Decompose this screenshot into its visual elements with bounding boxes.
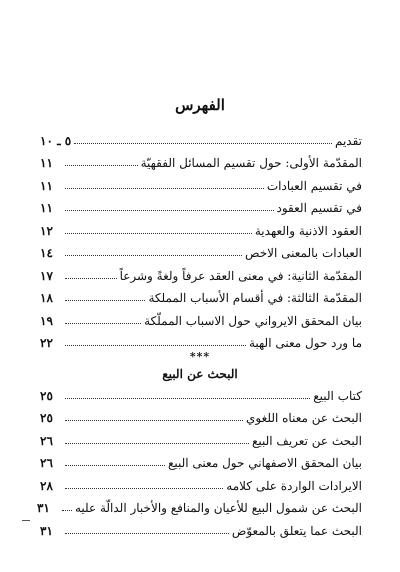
dot-leader (65, 398, 310, 399)
toc-entry-label: البحث عن معناه اللغوي (245, 411, 362, 425)
dot-leader (65, 188, 264, 189)
toc-entry-label: البحث عن شمول البيع للأعيان والمنافع والأخبار الدالّة عليه (74, 501, 362, 515)
toc-entry-page: ٢٦ (40, 433, 53, 448)
dot-leader (65, 533, 229, 534)
toc-entry-page: ٣١ (36, 501, 50, 515)
toc-entry (40, 515, 362, 538)
dot-leader (65, 233, 252, 234)
dot-leader (65, 300, 145, 301)
toc-entry (40, 470, 362, 493)
toc-entry-page: ٢٥ (40, 388, 53, 403)
toc-entry-page: ٢٦ (40, 456, 53, 470)
toc-entry (40, 403, 362, 426)
toc-entry-label: العقود الاذنية والعهدية (254, 223, 362, 238)
toc-entry-page: ٢٢ (40, 336, 53, 350)
dot-leader (65, 465, 165, 466)
dot-leader (65, 488, 223, 489)
toc-entry-label: بيان المحقق الايرواني حول الاسباب المملّكة (144, 313, 362, 328)
toc-entry (40, 125, 362, 148)
toc-entry-page: ١٤ (40, 246, 53, 260)
toc-entry-label: ما ورد حول معنى الهبة (248, 336, 362, 350)
toc-entry-label: بيان المحقق الاصفهاني حول معنى البيع (167, 456, 362, 470)
toc-entry (40, 215, 362, 238)
toc-entry-label: البحث عن تعريف البيع (251, 433, 362, 448)
toc-entry-page: ٣١ (40, 523, 53, 538)
toc-entry-label: تقديم (334, 133, 362, 148)
toc-entry (36, 493, 362, 516)
toc-entry-label: الايرادات الواردة على كلامه (226, 478, 362, 493)
toc-entry (40, 148, 362, 171)
dot-leader (65, 278, 117, 279)
section-heading: البحث عن البيع (162, 367, 238, 381)
toc-list-sale (36, 380, 362, 538)
toc-entry (40, 380, 362, 403)
toc-entry (40, 328, 362, 351)
toc-entry (40, 170, 362, 193)
page-title: الفهرس (175, 96, 225, 114)
dot-leader (62, 510, 72, 511)
toc-entry-label: كتاب البيع (313, 388, 362, 403)
toc-entry (40, 305, 362, 328)
toc-entry-page: ١٢ (40, 223, 53, 238)
dot-leader (65, 345, 246, 346)
margin-mark (22, 520, 30, 521)
toc-entry-page: ٢٨ (40, 478, 53, 493)
toc-entry-label: المقدّمة الثانية: في معنى العقد عرفاً ولغةً وشرعاً (119, 268, 362, 283)
dot-leader (65, 210, 274, 211)
toc-entry (40, 260, 362, 283)
toc-entry-page: ١١ (40, 178, 53, 193)
toc-entry-label: في تقسيم العقود (276, 201, 362, 215)
dot-leader (65, 420, 243, 421)
toc-entry-page: ١٧ (40, 268, 53, 283)
toc-entry (40, 448, 362, 471)
toc-entry-page: ١٩ (40, 313, 53, 328)
toc-entry-page: ٢٥ (40, 411, 53, 425)
dot-leader (74, 143, 332, 144)
toc-entry-label: في تقسيم العبادات (266, 178, 362, 193)
toc-entry-label: المقدّمة الثالثة: في أقسام الأسباب المملكة (148, 291, 362, 305)
toc-entry-page: ١١ (40, 201, 53, 215)
toc-entry (40, 283, 362, 306)
dot-leader (65, 443, 249, 444)
dot-leader (65, 323, 141, 324)
toc-entry-label: البحث عما يتعلق بالمعوّض (231, 523, 362, 538)
toc-entry-page: ١١ (40, 156, 53, 170)
toc-entry-page: ٥ ـ ١٠ (40, 133, 72, 148)
toc-entry (40, 425, 362, 448)
toc-entry-page: ١٨ (40, 291, 53, 305)
dot-leader (65, 165, 138, 166)
toc-entry-label: المقدّمة الأولى: حول تقسيم المسائل الفقهيّة (140, 156, 362, 170)
section-divider: *** (189, 350, 211, 363)
toc-list-general (40, 125, 362, 350)
toc-entry (40, 238, 362, 261)
dot-leader (65, 255, 242, 256)
toc-entry (40, 193, 362, 216)
toc-entry-label: العبادات بالمعنى الاخص (245, 246, 362, 260)
